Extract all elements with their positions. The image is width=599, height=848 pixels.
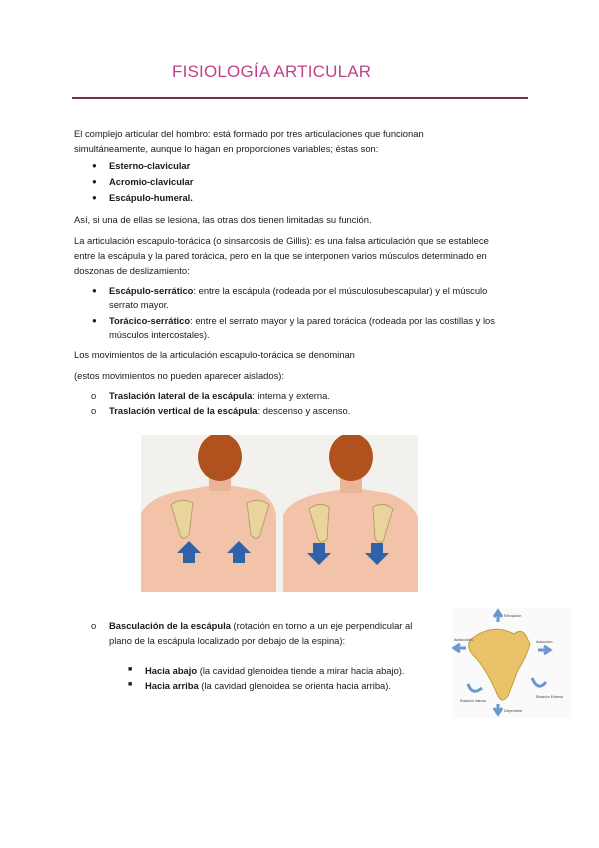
bullet-icon: ● bbox=[92, 177, 97, 186]
zone-item-cont: músculos intercostales). bbox=[109, 329, 210, 340]
movement-item: Traslación lateral de la escápula: interna y externa. bbox=[109, 390, 330, 401]
diagram-label-top: Elevación bbox=[504, 613, 522, 618]
zone-item: Torácico-serrático: entre el serrato mayor y la pared torácica (rodeada por las costillas y los bbox=[109, 315, 495, 326]
lesion-text: Así, si una de ellas se lesiona, las otras dos tienen limitadas su función. bbox=[74, 214, 372, 225]
articulation-item: Acromio-clavicular bbox=[109, 176, 194, 187]
diagram-label-right: Aducción bbox=[536, 639, 553, 644]
basculation-sub-item: Hacia abajo (la cavidad glenoidea tiende a mirar hacia abajo). bbox=[145, 665, 405, 676]
movement-item: Traslación vertical de la escápula: descenso y ascenso. bbox=[109, 405, 351, 416]
bullet-icon: ● bbox=[92, 286, 97, 295]
zone-item-cont: serrato mayor. bbox=[109, 299, 169, 310]
movements-intro: Los movimientos de la articulación escapulo-torácica se denominan bbox=[74, 349, 355, 360]
circle-bullet-icon: o bbox=[91, 405, 97, 416]
diagram-label-rot-int: Rotación Interna bbox=[460, 699, 486, 703]
intro-line-2: simultáneamente, aunque lo hagan en proporciones variables; éstas son: bbox=[74, 143, 379, 154]
zone-item: Escápulo-serrático: entre la escápula (rodeada por el músculosubescapular) y el músculo bbox=[109, 285, 488, 296]
diagram-label-left: Abducción bbox=[454, 637, 473, 642]
circle-bullet-icon: o bbox=[91, 390, 97, 401]
square-bullet-icon: ■ bbox=[128, 681, 133, 688]
basculation-sub-item: Hacia arriba (la cavidad glenoidea se orienta hacia arriba). bbox=[145, 680, 391, 691]
articulation-item: Escápulo-humeral. bbox=[109, 192, 193, 203]
scapula-translation-figure bbox=[141, 435, 418, 592]
circle-bullet-icon: o bbox=[91, 620, 97, 631]
intro-line-1: El complejo articular del hombro: está formado por tres articulaciones que funcionan bbox=[74, 128, 424, 139]
bullet-icon: ● bbox=[92, 161, 97, 170]
diagram-label-bottom: Depresión bbox=[504, 708, 523, 713]
basculation-item-cont: plano de la escápula localizado por debajo de la espina): bbox=[109, 635, 346, 646]
articulation-item: Esterno-clavicular bbox=[109, 160, 191, 171]
square-bullet-icon: ■ bbox=[128, 666, 133, 673]
scapula-rotation-diagram bbox=[452, 608, 572, 718]
bullet-icon: ● bbox=[92, 193, 97, 202]
scapulothoracic-line-1: La articulación escapulo-torácica (o sinsarcosis de Gillis): es una falsa articulación que se establece bbox=[74, 235, 489, 246]
scapulothoracic-line-2: entre la escápula y la pared torácica, pero en la que se interponen varios músculos determinado en bbox=[74, 250, 487, 261]
scapulothoracic-line-3: doszonas de deslizamiento: bbox=[74, 265, 190, 276]
movements-note: (estos movimientos no pueden aparecer aislados): bbox=[74, 370, 285, 381]
diagram-label-rot-ext: Rotación Externa bbox=[536, 695, 563, 699]
basculation-item: Basculación de la escápula (rotación en torno a un eje perpendicular al bbox=[109, 620, 413, 631]
page-title: FISIOLOGÍA ARTICULAR bbox=[172, 62, 372, 81]
title-divider bbox=[72, 97, 528, 99]
bullet-icon: ● bbox=[92, 316, 97, 325]
